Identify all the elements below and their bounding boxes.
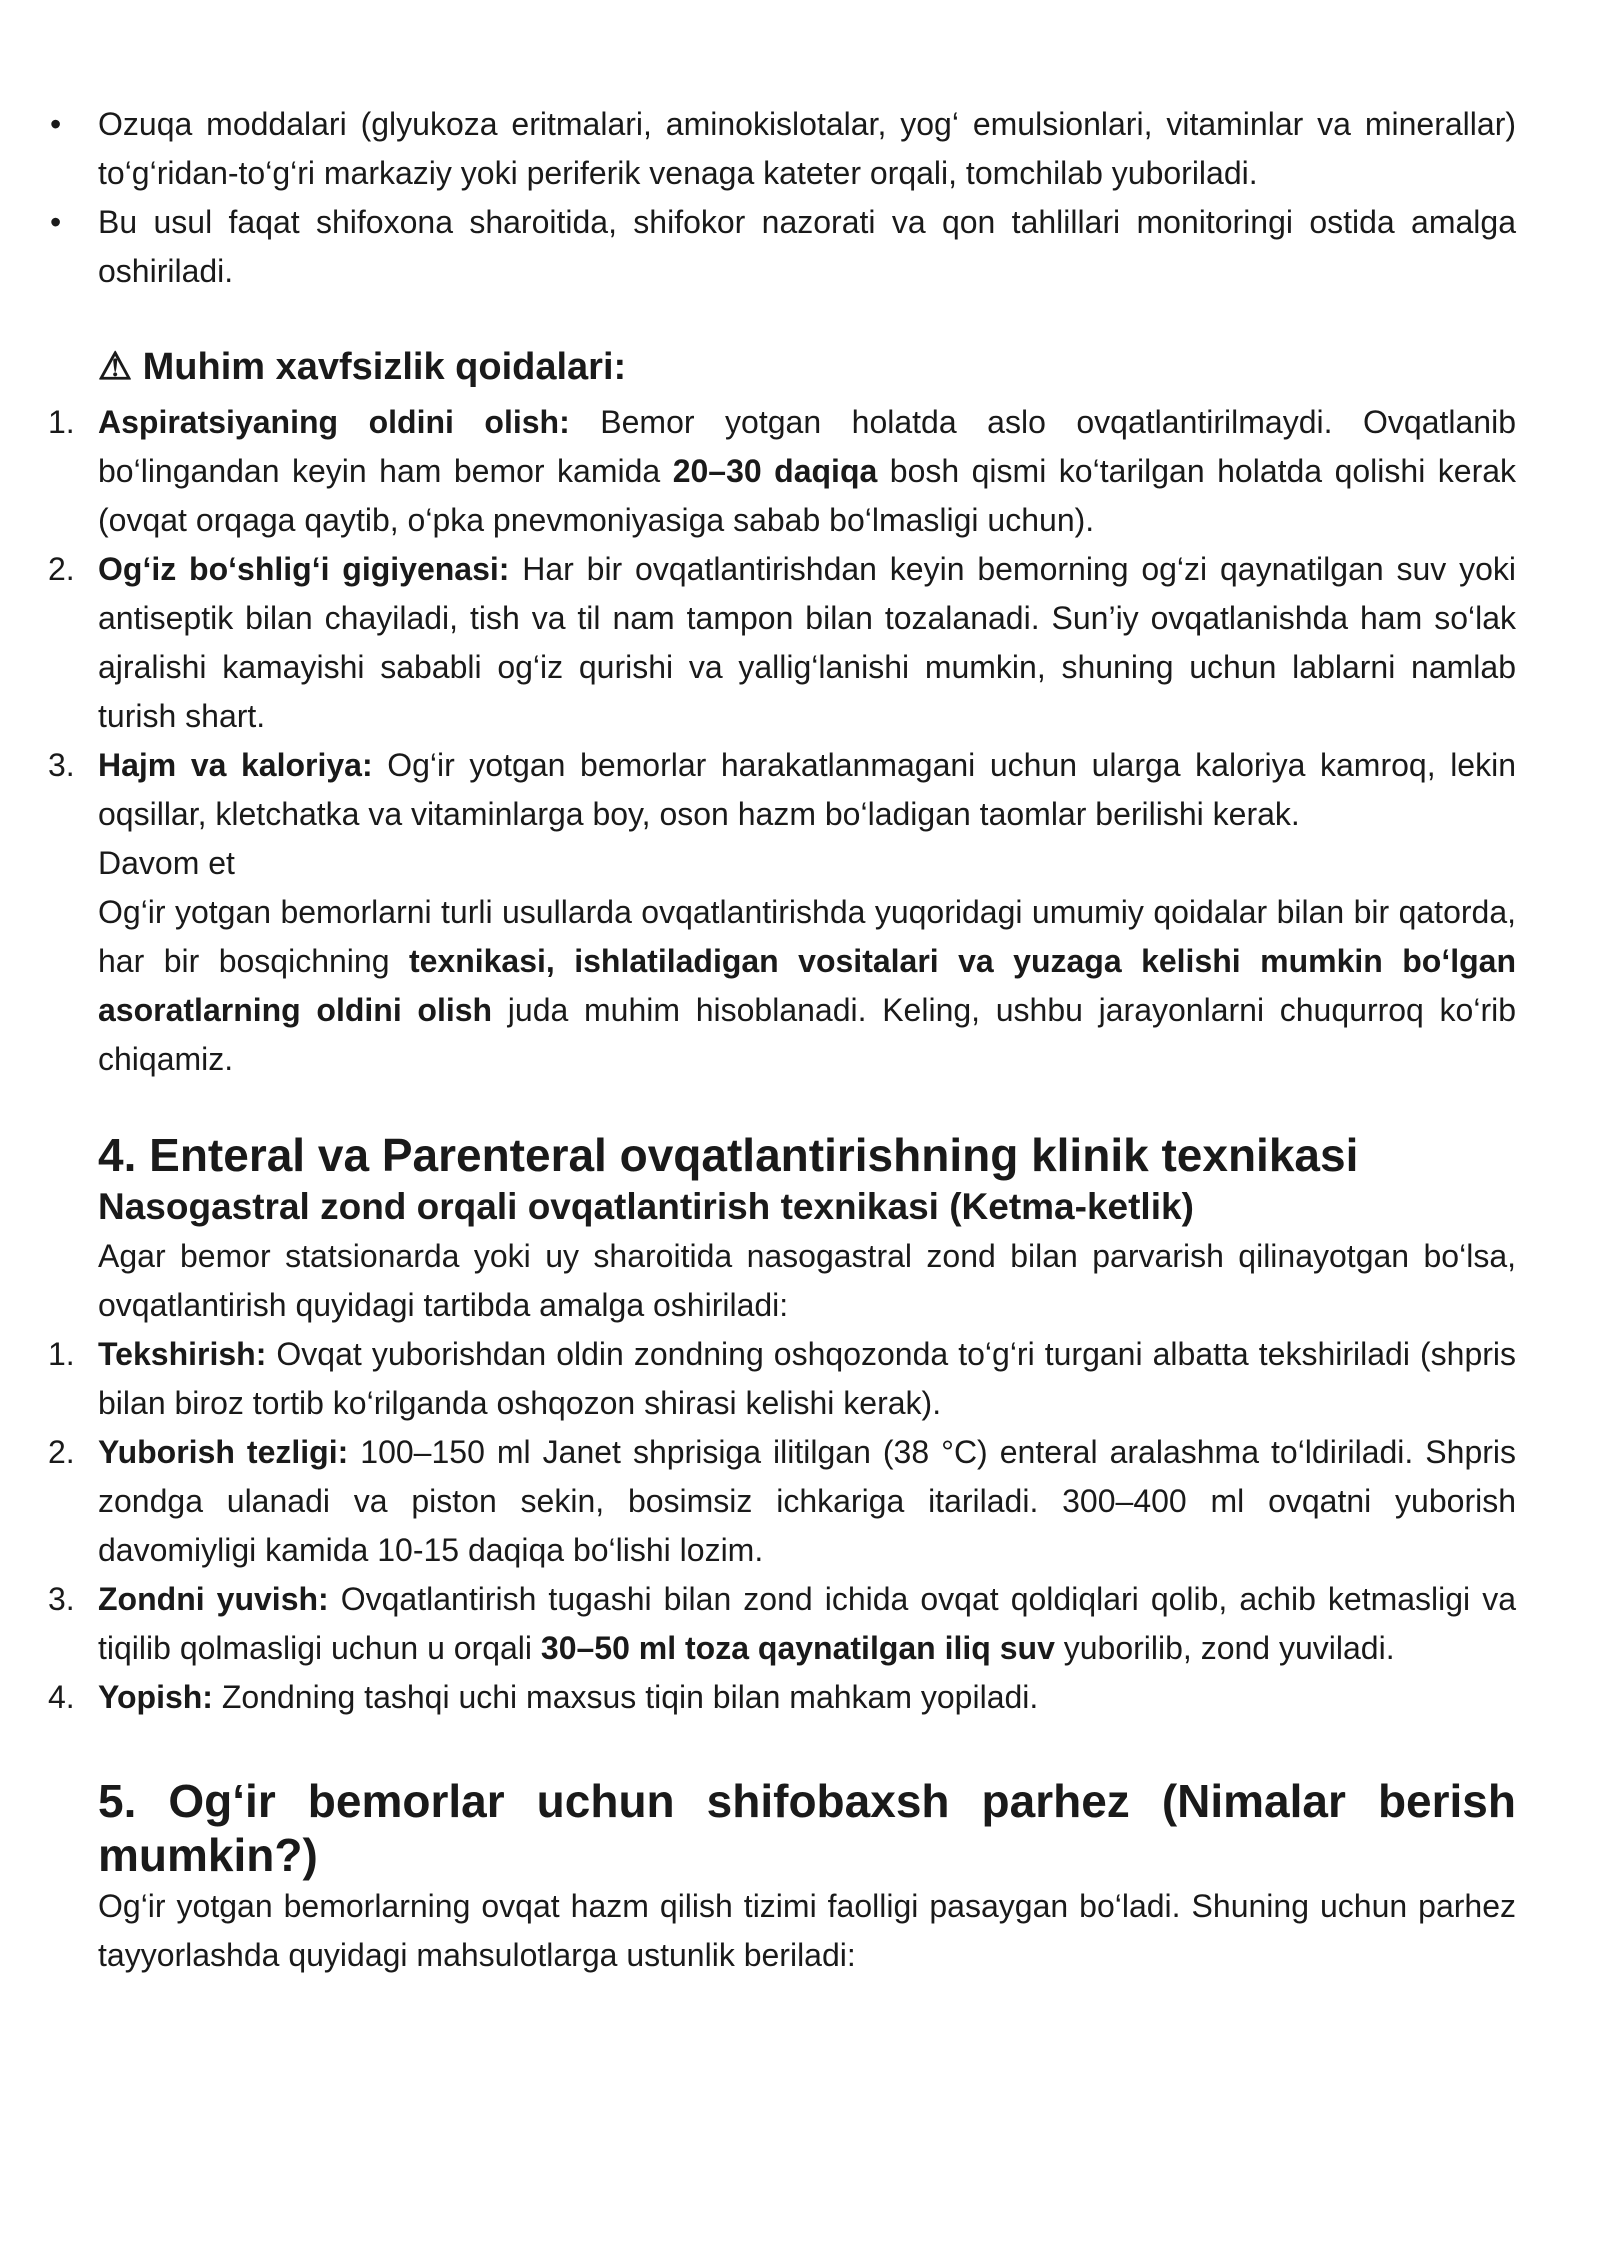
transition-paragraph [98,888,1516,1084]
para-text: juda muhim hisoblanadi. Keling, ushbu jarayonlarni chuqurroq ko‘rib chiqamiz. [98,992,1517,1077]
safety-heading: ⚠ Muhim xavfsizlik qoidalari: [98,346,627,388]
section-5-heading: 5. Og‘ir bemorlar uchun shifobaxsh parhez (Nimalar berish mumkin?) [98,1775,1516,1881]
list-number: 2. [48,1434,75,1470]
item-title: Og‘iz bo‘shlig‘i gigiyenasi: [98,551,510,587]
item-text: Har bir ovqatlantirishdan keyin bemorning og‘zi qaynatilgan suv yoki antiseptik bilan chayiladi, tish va til nam tampon bilan tozalanadi. Sun’iy ovqatlanishda ham so‘lak ajralishi kamayishi sababli og‘iz qurishi va yallig‘lanishi mumkin, shuning uchun lablarni namlab turish shart. [98,551,1517,734]
list-number: 4. [48,1679,75,1715]
item-text: bosh qismi ko‘tarilgan holatda qolishi kerak (ovqat orqaga qaytib, o‘pka pnevmoniyasiga sabab bo‘lmasligi uchun). [98,453,1517,538]
list-number: 1. [48,1336,75,1372]
document-page [48,100,1517,1980]
section-4-heading: 4. Enteral va Parenteral ovqatlantirishning klinik texnikasi [98,1129,1359,1181]
list-item [48,741,1517,839]
safety-list [48,398,1517,839]
item-text: Ovqat yuborishdan oldin zondning oshqozonda to‘g‘ri turgani albatta tekshiriladi (shpris bilan biroz tortib ko‘rilganda oshqozon shirasi kelishi kerak). [98,1336,1516,1421]
list-number: 3. [48,747,75,783]
list-item [48,1330,1516,1428]
item-title: Hajm va kaloriya: [98,747,373,783]
item-text: 100–150 ml Janet shprisiga ilitilgan (38 °C) enteral aralashma to‘ldiriladi. Shpris zondga ulanadi va piston sekin, bosimsiz ichkariga itariladi. 300–400 ml ovqatni yuborish davomiyligi kamida 10-15 daqiqa bo‘lishi lozim. [98,1434,1517,1568]
list-item [48,1575,1517,1673]
list-item [48,398,1517,545]
item-bold: 30–50 ml toza qaynatilgan iliq suv [540,1630,1055,1666]
section-4-intro: Agar bemor statsionarda yoki uy sharoitida nasogastral zond bilan parvarish qilinayotgan bo‘lsa, ovqatlantirish quyidagi tartibda amalga oshiriladi: [98,1238,1516,1323]
section-4-subheading: Nasogastral zond orqali ovqatlantirish texnikasi (Ketma-ketlik) [98,1186,1194,1227]
bullet-list [98,100,1516,296]
item-title: Tekshirish: [98,1336,267,1372]
section-5-intro: Og‘ir yotgan bemorlarning ovqat hazm qilish tizimi faolligi pasaygan bo‘ladi. Shuning uchun parhez tayyorlashda quyidagi mahsulotlarga ustunlik beriladi: [98,1888,1516,1973]
continue-text: Davom et [98,845,235,881]
item-text: Zondning tashqi uchi maxsus tiqin bilan mahkam yopiladi. [212,1679,1039,1715]
list-item [48,545,1517,741]
list-item [48,1673,1516,1722]
bullet-text: Ozuqa moddalari (glyukoza eritmalari, aminokislotalar, yog‘ emulsionlari, vitaminlar va minerallar) to‘g‘ridan-to‘g‘ri markaziy yoki periferik venaga kateter orqali, tomchilab yuboriladi. [98,106,1516,191]
list-number: 3. [48,1581,75,1617]
technique-list [48,1330,1517,1722]
bullet-text: Bu usul faqat shifoxona sharoitida, shifokor nazorati va qon tahlillari monitoringi ostida amalga oshiriladi. [98,204,1516,289]
item-text: yuborilib, zond yuviladi. [1054,1630,1395,1666]
item-text: Ovqatlantirish tugashi bilan zond ichida ovqat qoldiqlari qolib, achib ketmasligi va tiqilib qolmasligi uchun u orqali [98,1581,1517,1666]
item-bold: 20–30 daqiqa [672,453,878,489]
item-title: Zondni yuvish: [98,1581,329,1617]
bullet-item [98,100,1516,198]
list-number: 2. [48,551,75,587]
list-item [48,1428,1517,1575]
item-title: Aspiratsiyaning oldini olish: [98,404,570,440]
item-text: Bemor yotgan holatda aslo ovqatlantirilmaydi. Ovqatlanib bo‘lingandan keyin ham bemor kamida [98,404,1516,489]
item-title: Yopish: [98,1679,213,1715]
bullet-item [98,198,1516,296]
list-number: 1. [48,404,75,440]
item-title: Yuborish tezligi: [98,1434,349,1470]
para-text: Og‘ir yotgan bemorlarni turli usullarda ovqatlantirishda yuqoridagi umumiy qoidalar bilan bir qatorda, har bir bosqichning [98,894,1516,979]
item-text: Og‘ir yotgan bemorlar harakatlanmagani uchun ularga kaloriya kamroq, lekin oqsillar, kletchatka va vitaminlarga boy, oson hazm bo‘ladigan taomlar berilishi kerak. [98,747,1517,832]
para-bold: texnikasi, ishlatiladigan vositalari va yuzaga kelishi mumkin bo‘lgan asoratlarning oldini olish [98,943,1517,1028]
